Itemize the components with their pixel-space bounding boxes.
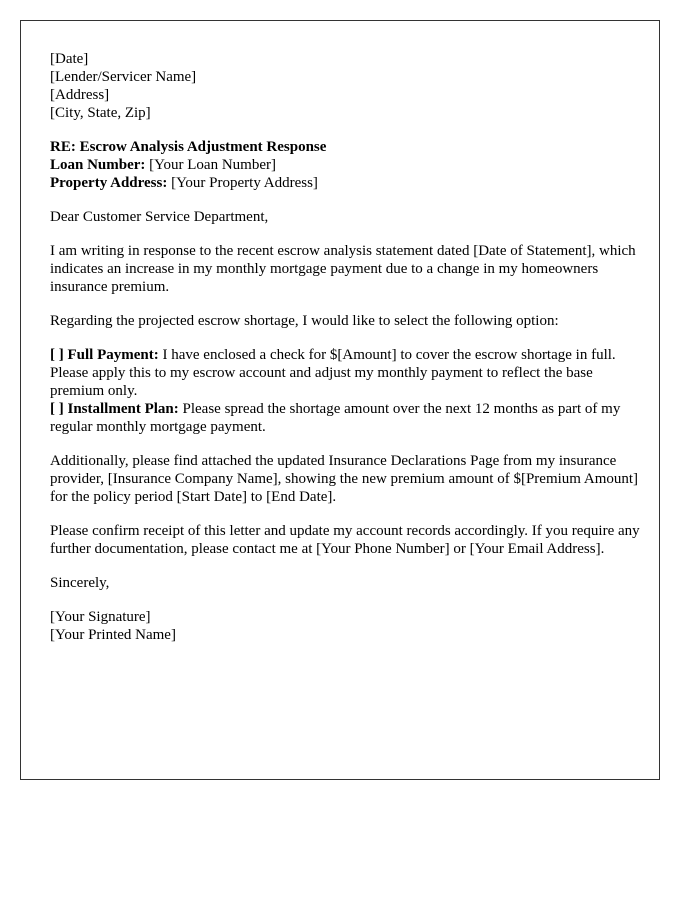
- reference-block: [50, 138, 640, 192]
- address-line: [Address]: [50, 87, 110, 103]
- loan-number-label: Loan Number:: [50, 157, 146, 173]
- signature-line: [Your Signature]: [50, 609, 151, 625]
- property-address-line: [50, 174, 640, 192]
- option-label: Full Payment:: [67, 347, 159, 363]
- printed-name-line: [Your Printed Name]: [50, 627, 176, 643]
- salutation: Dear Customer Service Department,: [50, 209, 269, 225]
- attachment-paragraph: Additionally, please find attached the updated Insurance Declarations Page from my insurance provider, [Insurance Company Name], showing the new premium amount of $[Premium Amount] for the policy period [Start Date] to [End Date].: [50, 453, 639, 505]
- loan-number-line: [50, 156, 640, 174]
- subject-line: RE: Escrow Analysis Adjustment Response: [50, 139, 327, 155]
- lender-name-line: [Lender/Servicer Name]: [50, 69, 197, 85]
- sender-block: [50, 50, 640, 122]
- property-address-value: [Your Property Address]: [171, 175, 318, 191]
- city-state-zip-line: [City, State, Zip]: [50, 105, 151, 121]
- letter-body: [50, 50, 640, 660]
- confirmation-paragraph: Please confirm receipt of this letter and update my account records accordingly. If you require any further documentation, please contact me at [Your Phone Number] or [Your Email Address].: [50, 523, 640, 557]
- option-text: I have enclosed a check for $[Amount] to cover the escrow shortage in full. Please apply this to my escrow account and adjust my monthly payment to reflect the base premium only.: [50, 347, 616, 399]
- option-checkbox: [ ]: [50, 401, 64, 417]
- letter-frame: [20, 20, 660, 780]
- intro-paragraph: I am writing in response to the recent escrow analysis statement dated [Date of Statement], which indicates an increase in my monthly mortgage payment due to a change in my homeowners insurance premium.: [50, 243, 636, 295]
- option-full-payment: [50, 346, 640, 400]
- loan-number-value: [Your Loan Number]: [149, 157, 276, 173]
- date-line: [Date]: [50, 51, 89, 67]
- signature-block: [50, 608, 640, 644]
- sign-off: Sincerely,: [50, 575, 110, 591]
- options-intro-paragraph: Regarding the projected escrow shortage, I would like to select the following option:: [50, 313, 559, 329]
- option-label: Installment Plan:: [67, 401, 179, 417]
- option-checkbox: [ ]: [50, 347, 64, 363]
- options-list: [50, 346, 640, 436]
- option-text: Please spread the shortage amount over the next 12 months as part of my regular monthly mortgage payment.: [50, 401, 621, 435]
- option-installment-plan: [50, 400, 640, 436]
- property-address-label: Property Address:: [50, 175, 168, 191]
